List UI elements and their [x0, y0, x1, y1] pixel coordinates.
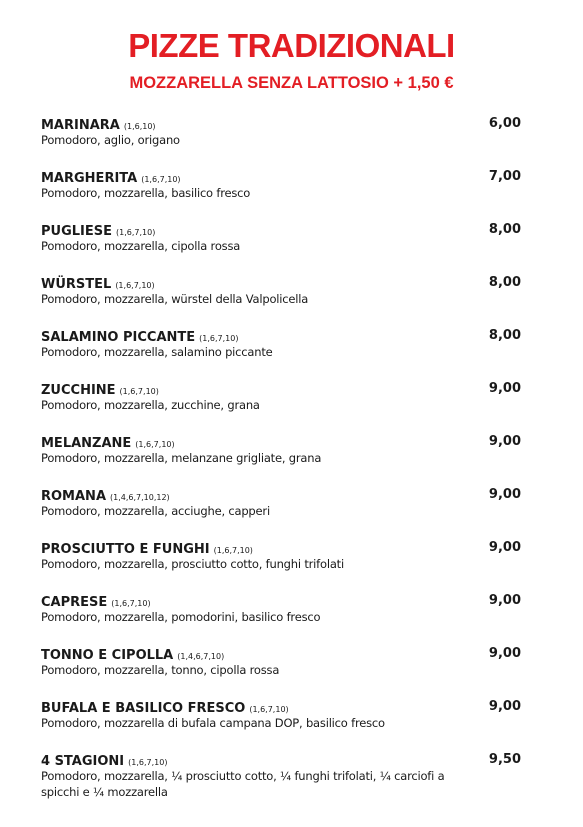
- menu-item-salamino-piccante: [41, 327, 521, 360]
- item-description: Pomodoro, mozzarella, melanzane grigliate, grana: [41, 451, 322, 465]
- item-description: Pomodoro, mozzarella, zucchine, grana: [41, 398, 260, 412]
- item-price: 9,50: [488, 752, 521, 767]
- item-allergens: (1,4,6,7,10): [177, 652, 225, 661]
- item-price: 8,00: [488, 275, 521, 290]
- item-price: 9,00: [488, 434, 521, 449]
- item-description: Pomodoro, mozzarella, ¼ prosciutto cotto, ¼ funghi trifolati, ¼ carciofi a spicchi e ¼ mozzarella: [41, 769, 445, 799]
- item-description: Pomodoro, mozzarella di bufala campana DOP, basilico fresco: [41, 716, 385, 730]
- item-description: Pomodoro, mozzarella, tonno, cipolla rossa: [41, 663, 280, 677]
- item-name: MELANZANE: [41, 436, 132, 451]
- menu-item-margherita: [41, 168, 521, 201]
- item-name: ROMANA: [41, 489, 106, 504]
- menu-item-melanzane: [41, 433, 521, 466]
- item-allergens: (1,6,7,10): [135, 440, 175, 449]
- page-subtitle: MOZZARELLA SENZA LATTOSIO + 1,50 €: [129, 74, 454, 92]
- item-allergens: (1,6,7,10): [141, 175, 181, 184]
- item-price: 9,00: [488, 593, 521, 608]
- item-name: TONNO E CIPOLLA: [41, 648, 174, 663]
- menu-item-zucchine: [41, 380, 521, 413]
- item-name: 4 STAGIONI: [41, 754, 125, 769]
- menu-item-wurstel: [41, 274, 521, 307]
- menu-item-prosciutto-e-funghi: [41, 539, 521, 572]
- item-description: Pomodoro, mozzarella, salamino piccante: [41, 345, 273, 359]
- item-allergens: (1,4,6,7,10,12): [110, 493, 170, 502]
- item-name: PUGLIESE: [41, 224, 112, 239]
- menu-item-caprese: [41, 592, 521, 625]
- menu-item-marinara: [41, 115, 521, 148]
- item-name: ZUCCHINE: [41, 383, 116, 398]
- menu-item-pugliese: [41, 221, 521, 254]
- item-allergens: (1,6,7,10): [249, 705, 289, 714]
- item-price: 9,00: [488, 646, 521, 661]
- item-price: 9,00: [488, 540, 521, 555]
- page-title: PIZZE TRADIZIONALI: [128, 27, 455, 64]
- item-price: 7,00: [488, 169, 521, 184]
- item-price: 6,00: [488, 116, 521, 131]
- menu-item-bufala-e-basilico-fresco: [41, 698, 521, 731]
- item-allergens: (1,6,7,10): [128, 758, 168, 767]
- item-name: MARGHERITA: [41, 171, 138, 186]
- item-name: CAPRESE: [41, 595, 108, 610]
- item-description: Pomodoro, mozzarella, cipolla rossa: [41, 239, 241, 253]
- menu-item-tonno-e-cipolla: [41, 645, 521, 678]
- item-name: SALAMINO PICCANTE: [41, 330, 196, 345]
- item-price: 8,00: [488, 222, 521, 237]
- item-allergens: (1,6,7,10): [199, 334, 239, 343]
- item-description: Pomodoro, mozzarella, basilico fresco: [41, 186, 251, 200]
- item-name: WÜRSTEL: [41, 277, 112, 292]
- item-price: 8,00: [488, 328, 521, 343]
- item-description: Pomodoro, mozzarella, pomodorini, basilico fresco: [41, 610, 321, 624]
- item-name: MARINARA: [41, 118, 120, 133]
- item-price: 9,00: [488, 487, 521, 502]
- item-name: BUFALA E BASILICO FRESCO: [41, 701, 246, 716]
- item-allergens: (1,6,7,10): [111, 599, 151, 608]
- item-name: PROSCIUTTO E FUNGHI: [41, 542, 210, 557]
- item-allergens: (1,6,7,10): [115, 281, 155, 290]
- item-allergens: (1,6,7,10): [116, 228, 156, 237]
- item-price: 9,00: [488, 699, 521, 714]
- menu-item-4-stagioni: [41, 751, 521, 800]
- item-price: 9,00: [488, 381, 521, 396]
- item-allergens: (1,6,10): [123, 122, 156, 131]
- item-description: Pomodoro, mozzarella, prosciutto cotto, funghi trifolati: [41, 557, 344, 571]
- item-description: Pomodoro, mozzarella, würstel della Valpolicella: [41, 292, 309, 306]
- item-allergens: (1,6,7,10): [213, 546, 253, 555]
- menu-item-romana: [41, 486, 521, 519]
- item-description: Pomodoro, aglio, origano: [41, 133, 180, 147]
- item-description: Pomodoro, mozzarella, acciughe, capperi: [41, 504, 270, 518]
- item-allergens: (1,6,7,10): [119, 387, 159, 396]
